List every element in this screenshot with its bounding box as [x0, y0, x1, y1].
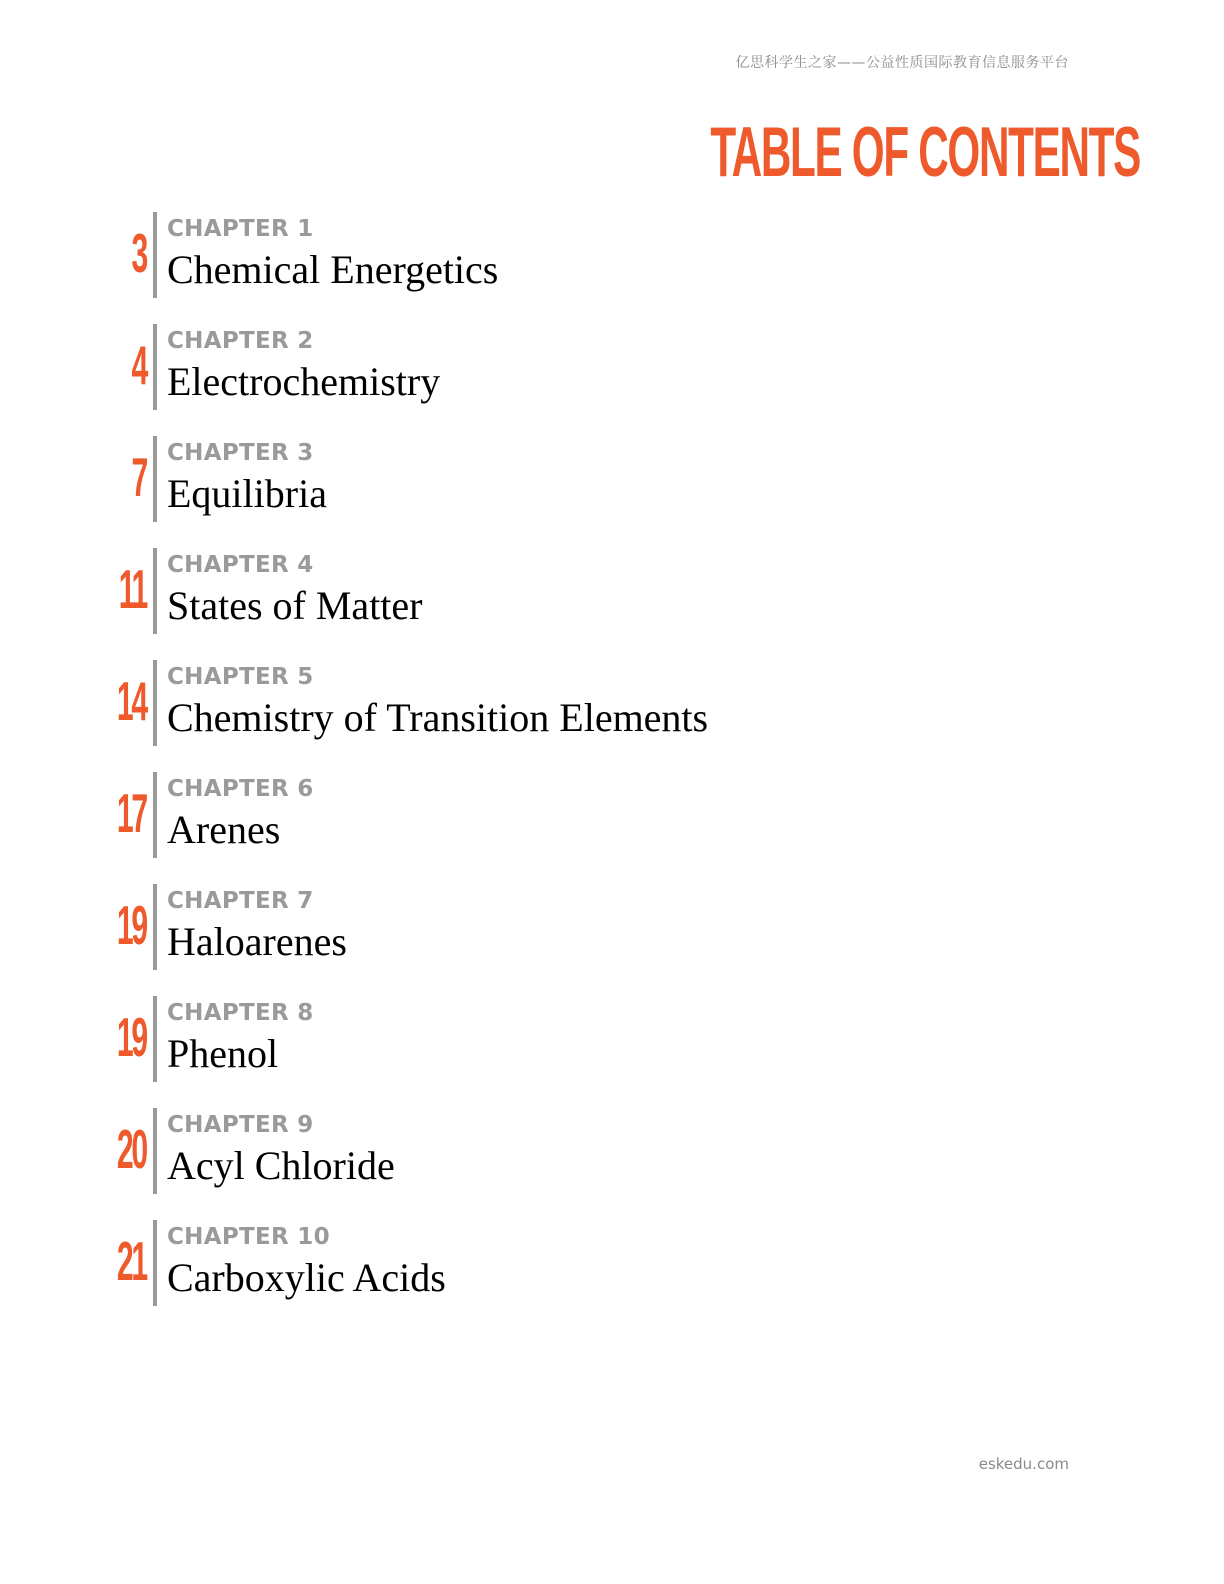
- chapter-label: CHAPTER 5: [167, 664, 314, 690]
- toc-entry[interactable]: [0, 882, 1224, 994]
- toc-entry[interactable]: [0, 1106, 1224, 1218]
- entry-divider: [153, 996, 157, 1082]
- page-number: 17: [117, 783, 146, 845]
- chapter-label: CHAPTER 3: [167, 440, 314, 466]
- chapter-label: CHAPTER 4: [167, 552, 314, 578]
- page-number: 4: [131, 335, 146, 397]
- chapter-title[interactable]: Acyl Chloride: [167, 1143, 395, 1188]
- page-number: 11: [118, 559, 146, 621]
- entry-divider: [153, 660, 157, 746]
- page-number: 19: [117, 895, 146, 957]
- toc-entry[interactable]: [0, 1218, 1224, 1330]
- chapter-title[interactable]: Chemical Energetics: [167, 247, 499, 292]
- entry-divider: [153, 1108, 157, 1194]
- chapter-title[interactable]: Carboxylic Acids: [167, 1255, 446, 1300]
- page-footer-url: eskedu.com: [978, 1455, 1069, 1473]
- toc-entry[interactable]: [0, 658, 1224, 770]
- toc-entry[interactable]: [0, 994, 1224, 1106]
- chapter-label: CHAPTER 8: [167, 1000, 314, 1026]
- entry-divider: [153, 324, 157, 410]
- toc-entry[interactable]: [0, 434, 1224, 546]
- page-title: TABLE OF CONTENTS: [710, 112, 1140, 192]
- chapter-label: CHAPTER 10: [167, 1224, 330, 1250]
- chapter-title[interactable]: Arenes: [167, 807, 281, 852]
- page-number: 19: [117, 1007, 146, 1069]
- entry-divider: [153, 548, 157, 634]
- table-of-contents: [0, 210, 1224, 1330]
- chapter-title[interactable]: Equilibria: [167, 471, 327, 516]
- chapter-title[interactable]: Haloarenes: [167, 919, 347, 964]
- toc-entry[interactable]: [0, 546, 1224, 658]
- page-number: 21: [117, 1231, 146, 1293]
- chapter-label: CHAPTER 9: [167, 1112, 314, 1138]
- chapter-title[interactable]: Phenol: [167, 1031, 279, 1076]
- page-number: 7: [131, 447, 146, 509]
- chapter-title[interactable]: Chemistry of Transition Elements: [167, 695, 709, 740]
- page-number: 20: [117, 1119, 146, 1181]
- chapter-label: CHAPTER 7: [167, 888, 314, 914]
- page-number: 14: [117, 671, 146, 733]
- entry-divider: [153, 884, 157, 970]
- page-header-text: 亿思科学生之家——公益性质国际教育信息服务平台: [735, 55, 1069, 71]
- entry-divider: [153, 436, 157, 522]
- toc-entry[interactable]: [0, 770, 1224, 882]
- toc-entry[interactable]: [0, 210, 1224, 322]
- page-number: 3: [131, 223, 146, 285]
- entry-divider: [153, 1220, 157, 1306]
- chapter-label: CHAPTER 1: [167, 216, 314, 242]
- entry-divider: [153, 772, 157, 858]
- chapter-title[interactable]: States of Matter: [167, 583, 423, 628]
- chapter-title[interactable]: Electrochemistry: [167, 359, 441, 404]
- chapter-label: CHAPTER 2: [167, 328, 314, 354]
- toc-entry[interactable]: [0, 322, 1224, 434]
- entry-divider: [153, 212, 157, 298]
- chapter-label: CHAPTER 6: [167, 776, 314, 802]
